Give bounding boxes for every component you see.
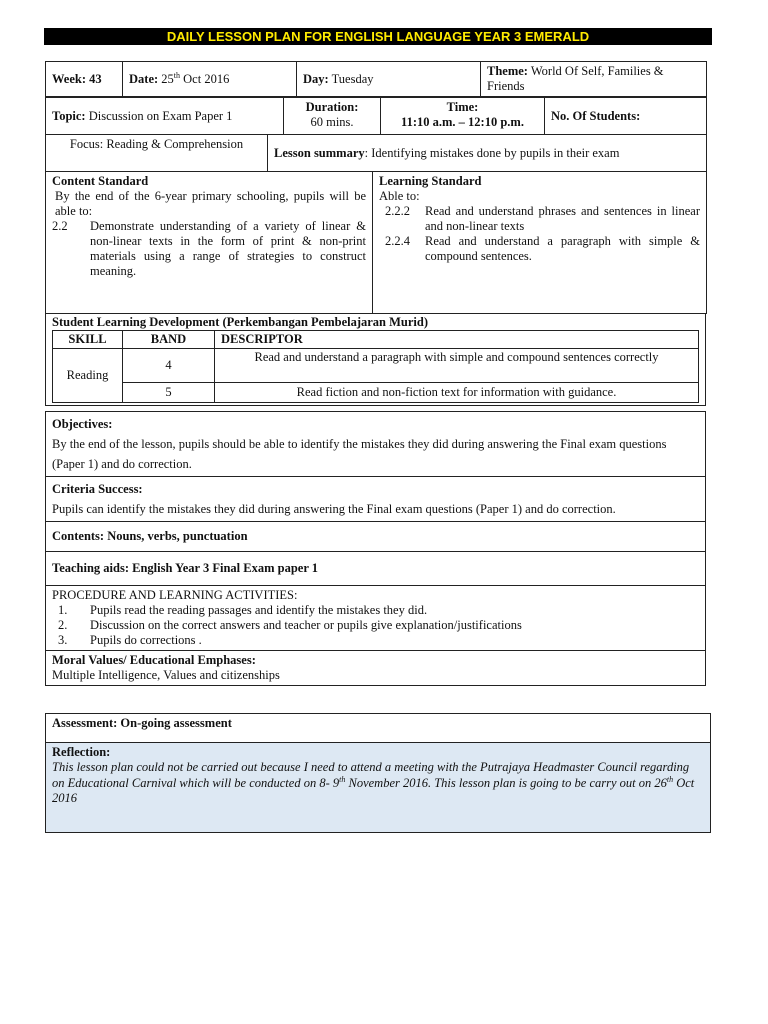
objectives-cell: Objectives: By the end of the lesson, pupils should be able to identify the mistakes they did during answering the Final exam questions (Paper 1) and do correction. <box>46 412 706 477</box>
topic-table <box>45 97 707 135</box>
assessment-table <box>45 713 711 833</box>
day-cell: Day: Tuesday <box>297 62 481 97</box>
moral-values-cell: Moral Values/ Educational Emphases: Multiple Intelligence, Values and citizenships <box>46 651 706 686</box>
band-descriptor: Read and understand a paragraph with simple and compound sentences correctly <box>215 349 699 383</box>
teaching-aids-cell: Teaching aids: English Year 3 Final Exam paper 1 <box>46 552 706 586</box>
assessment-cell: Assessment: On-going assessment <box>46 714 711 743</box>
standards-table <box>45 171 707 314</box>
date-cell: Date: 25th Oct 2016 <box>123 62 297 97</box>
learning-standard-item: 2.2.2 Read and understand phrases and sentences in linear and non-linear texts <box>385 204 700 233</box>
focus-cell: Focus: Reading & Comprehension <box>46 135 268 172</box>
procedure-step: 3. Pupils do corrections . <box>58 633 202 647</box>
header-table <box>45 61 707 97</box>
content-standard-cell: Content Standard By the end of the 6-year primary schooling, pupils will be able to: 2.2 Demonstrate understanding of a variety of linear & non-linear texts in the form of print & non-print materials using a range of strategies to construct meaning. <box>46 172 373 314</box>
focus-table <box>45 134 707 172</box>
col-descriptor: DESCRIPTOR <box>215 331 699 349</box>
development-heading: Student Learning Development (Perkembangan Pembelajaran Murid) <box>52 315 429 329</box>
development-table <box>45 313 706 406</box>
criteria-cell: Criteria Success: Pupils can identify the mistakes they did during answering the Final exam questions (Paper 1) and do correction. <box>46 477 706 522</box>
document-title: DAILY LESSON PLAN FOR ENGLISH LANGUAGE YEAR 3 EMERALD <box>44 28 712 45</box>
procedure-cell <box>46 586 706 651</box>
lesson-body-table <box>45 411 706 686</box>
band-value: 5 <box>123 383 215 403</box>
lesson-summary-cell: Lesson summary: Identifying mistakes done by pupils in their exam <box>268 135 707 172</box>
content-standard-item: 2.2 Demonstrate understanding of a variety of linear & non-linear texts in the form of print & non-print materials using a range of strategies to construct meaning. <box>52 219 366 278</box>
students-cell: No. Of Students: <box>545 98 707 135</box>
time-cell: Time: 11:10 a.m. – 12:10 p.m. <box>381 98 545 135</box>
learning-standard-item: 2.2.4 Read and understand a paragraph with simple & compound sentences. <box>385 234 700 263</box>
col-band: BAND <box>123 331 215 349</box>
band-descriptor: Read fiction and non-fiction text for information with guidance. <box>215 383 699 403</box>
procedure-step: 2. Discussion on the correct answers and teacher or pupils give explanation/justifications <box>58 618 522 632</box>
topic-cell: Topic: Discussion on Exam Paper 1 <box>46 98 284 135</box>
learning-standard-cell: Learning Standard Able to: 2.2.2 Read and understand phrases and sentences in linear and non-linear texts 2.2.4 Read and understand a paragraph with simple & compound sentences. <box>373 172 707 314</box>
procedure-step: 1. Pupils read the reading passages and identify the mistakes they did. <box>58 603 428 617</box>
week-cell: Week: 43 <box>46 62 123 97</box>
skill-reading: Reading <box>53 349 123 403</box>
reflection-cell: Reflection: This lesson plan could not be carried out because I need to attend a meeting with the Putrajaya Headmaster Council regarding on Educational Carnival which will be conducted on 8- 9th November 2016. This lesson plan is going to be carry out on 26th Oct 2016 <box>46 743 711 833</box>
band-table <box>52 330 699 403</box>
theme-cell: Theme: World Of Self, Families & Friends <box>481 62 707 97</box>
contents-cell: Contents: Nouns, verbs, punctuation <box>46 522 706 552</box>
band-value: 4 <box>123 349 215 383</box>
duration-cell: Duration: 60 mins. <box>284 98 381 135</box>
col-skill: SKILL <box>53 331 123 349</box>
procedure-heading: PROCEDURE AND LEARNING ACTIVITIES: <box>52 588 298 602</box>
